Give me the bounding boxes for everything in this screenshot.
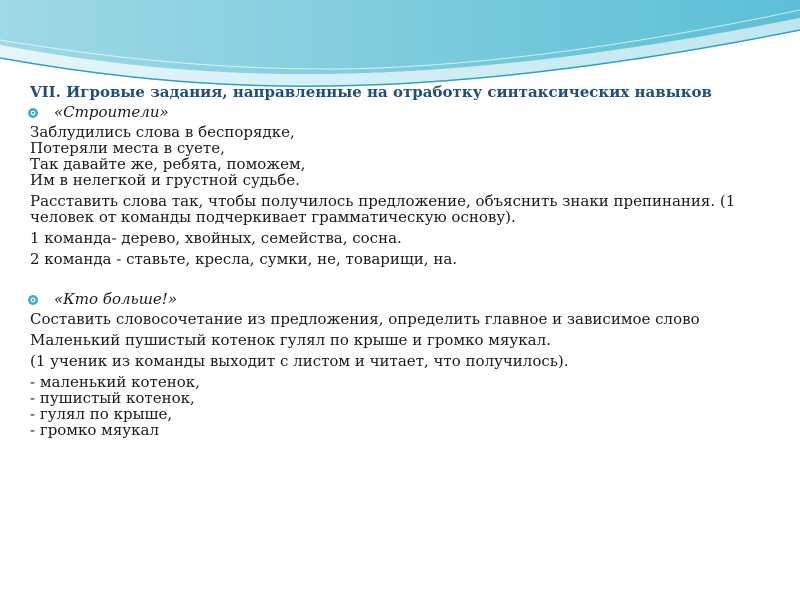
section-title-text: «Кто больше!» — [54, 290, 178, 308]
task-text: Составить словосочетание из предложения, определить главное и зависимое слово — [30, 310, 700, 328]
slide-content — [30, 84, 760, 443]
spacer — [30, 272, 760, 290]
flower-bullet-icon — [27, 107, 39, 119]
team2-text: 2 команда - ставьте, кресла, сумки, не, товарищи, на. — [30, 250, 458, 268]
section-title-builders — [30, 103, 760, 122]
section-title-text: «Строители» — [54, 103, 169, 121]
example-sentence: Маленький пушистый котенок гулял по крыше и громко мяукал. — [30, 331, 551, 349]
task-text: Расставить слова так, чтобы получилось предложение, объяснить знаки препинания. (1 человек от команды подчеркивает грамматическую основу). — [30, 192, 736, 226]
section-title-who-more — [30, 290, 760, 309]
note-text: (1 ученик из команды выходит с листом и читает, что получилось). — [30, 352, 569, 370]
decorative-wave-header — [0, 0, 800, 95]
poem-text: Заблудились слова в беспорядке, Потеряли места в суете, Так давайте же, ребята, поможем, Им в нелегкой и грустной судьбе. — [30, 123, 306, 189]
answer-list: - маленький котенок, - пушистый котенок, - гулял по крыше, - громко мяукал — [30, 373, 200, 439]
team1-text: 1 команда- дерево, хвойных, семейства, сосна. — [30, 229, 402, 247]
slide-heading: VII. Игровые задания, направленные на отработку синтаксических навыков — [30, 83, 712, 101]
flower-bullet-icon — [27, 294, 39, 306]
